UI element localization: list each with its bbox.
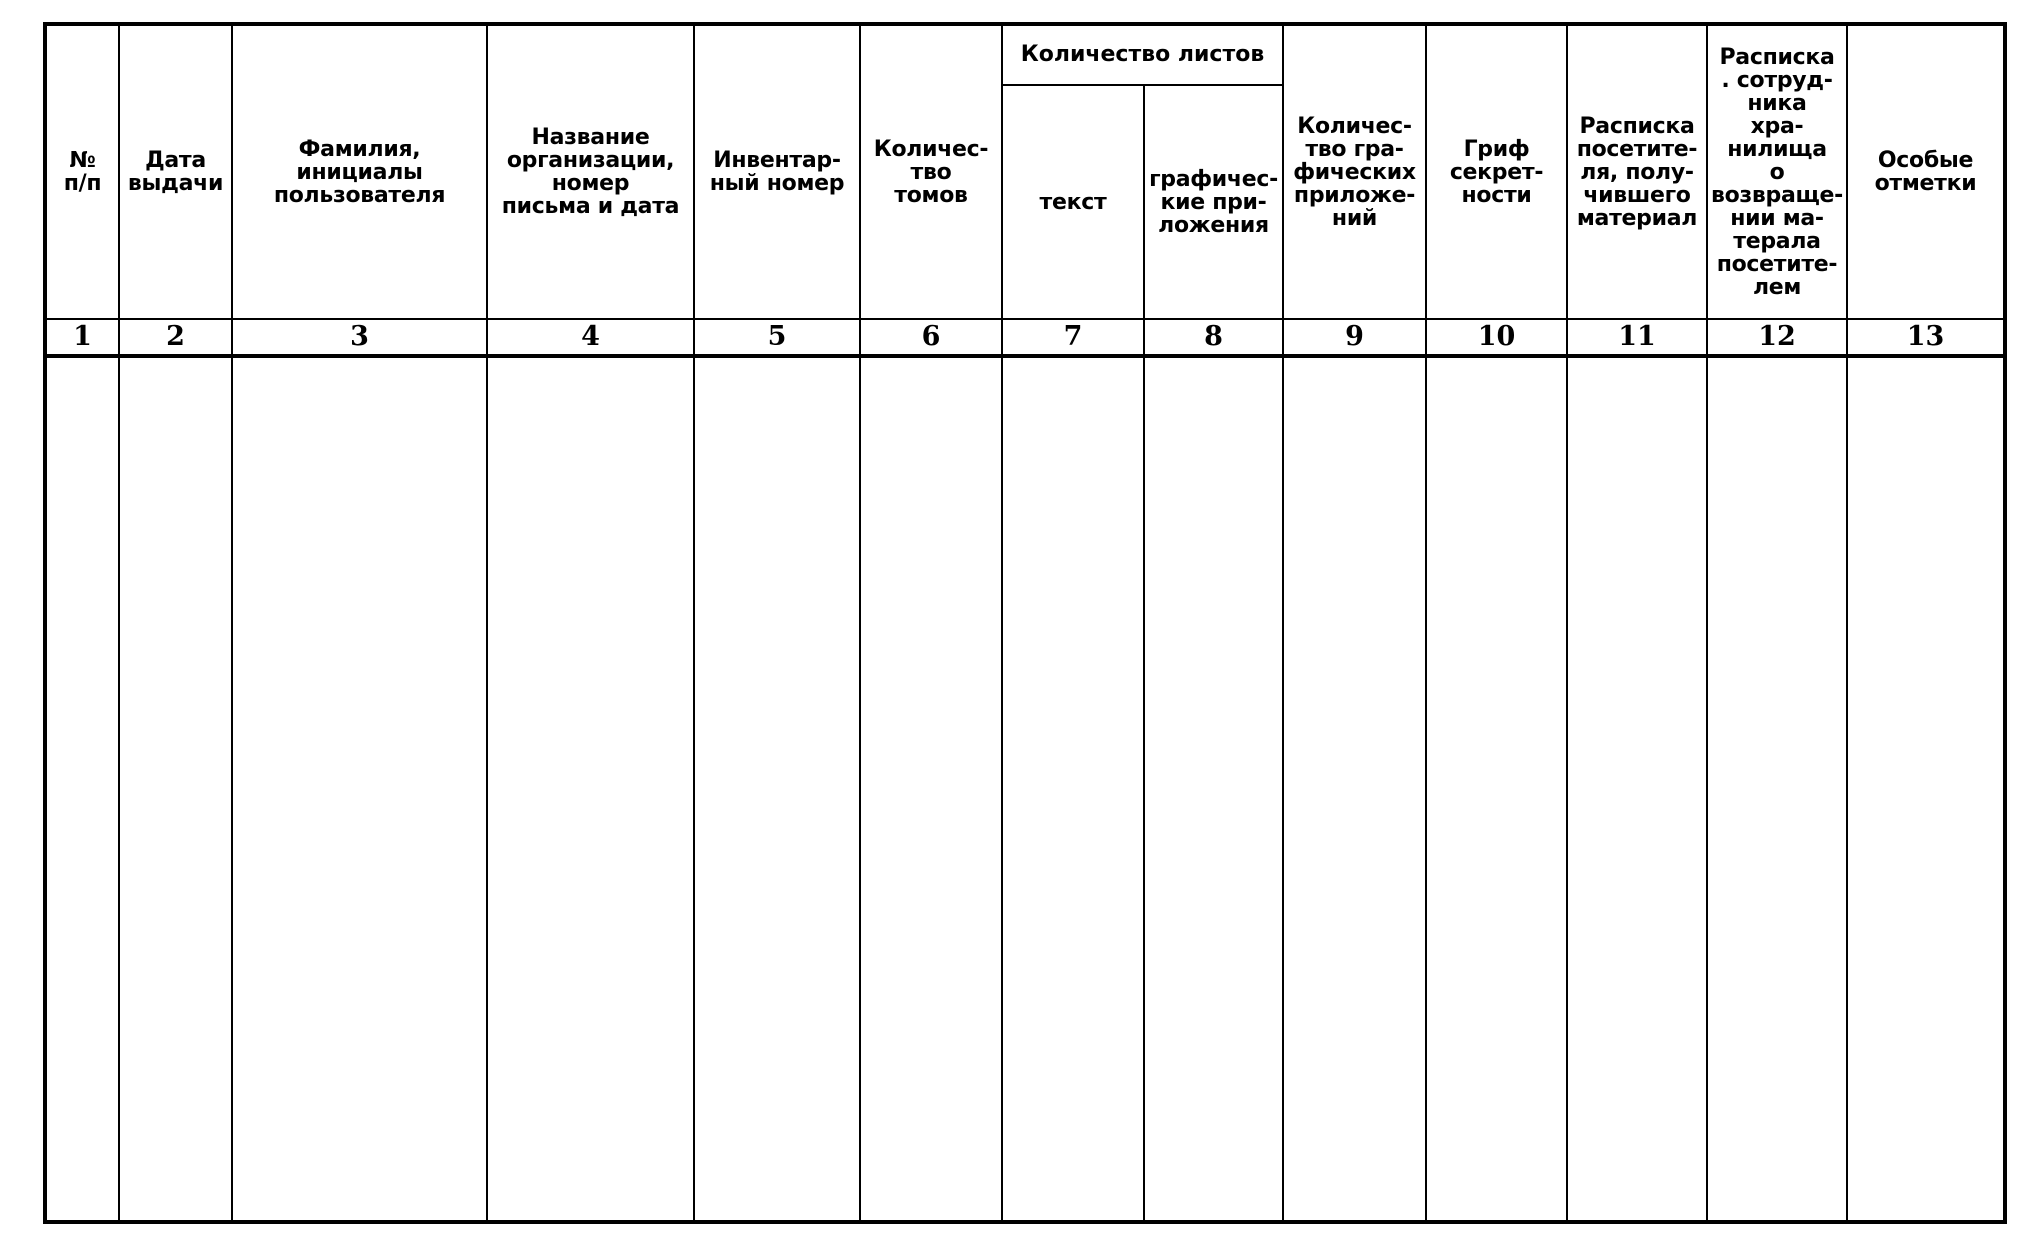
empty-cell [1002,356,1144,1222]
column-number: 11 [1567,319,1707,356]
empty-cell [232,356,487,1222]
column-number: 4 [487,319,694,356]
column-number: 9 [1283,319,1426,356]
empty-cell [1567,356,1707,1222]
empty-cell [1707,356,1847,1222]
empty-cell [487,356,694,1222]
header-cell-text [1002,85,1144,319]
header-cell-notes [1847,24,2005,319]
header-cell-date [119,24,232,319]
header-secrecy: Гриф секрет- ности [1449,136,1544,208]
header-cell-volumes [860,24,1002,319]
empty-cell [1144,356,1283,1222]
column-number: 13 [1847,319,2005,356]
header-org: Название организации, номер письма и дата [501,125,680,219]
column-number: 8 [1144,319,1283,356]
column-number: 3 [232,319,487,356]
header-cell-sheet-count-group [1002,24,1283,85]
empty-cell [45,356,119,1222]
column-number-row [45,319,2005,356]
header-visitor-receipt: Расписка посетите- ля, полу- чившего материал [1576,113,1698,231]
header-graphic-count: Количес- тво гра- фических приложе- ний [1293,113,1416,231]
header-staff-receipt: Расписка . сотруд- ника хра- нилища о возвраще- нии ма- терала посетите- лем [1710,44,1843,300]
header-name: Фамилия, инициалы пользователя [273,136,446,208]
empty-cell [860,356,1002,1222]
header-text: текст [1039,189,1107,215]
empty-cell [1847,356,2005,1222]
header-cell-staff-receipt [1707,24,1847,319]
column-number: 12 [1707,319,1847,356]
header-date: Дата выдачи [127,148,224,196]
header-volumes: Количес- тво томов [873,136,989,208]
column-number: 2 [119,319,232,356]
column-number: 7 [1002,319,1144,356]
header-cell-visitor-receipt [1567,24,1707,319]
header-notes: Особые отметки [1874,148,1977,196]
column-number: 1 [45,319,119,356]
header-cell-graphic [1144,85,1283,319]
header-row [45,24,2005,85]
empty-cell [1426,356,1567,1222]
empty-cell [1283,356,1426,1222]
register-table [43,22,2007,1224]
column-number: 10 [1426,319,1567,356]
header-num: № п/п [63,148,102,196]
header-graphic: графичес- кие при- ложения [1149,166,1278,238]
column-number: 6 [860,319,1002,356]
empty-cell [119,356,232,1222]
header-cell-inventory [694,24,860,319]
header-cell-num [45,24,119,319]
header-cell-graphic-count [1283,24,1426,319]
header-cell-name [232,24,487,319]
header-cell-secrecy [1426,24,1567,319]
empty-cell [694,356,860,1222]
column-number: 5 [694,319,860,356]
header-inventory: Инвентар- ный номер [709,148,845,196]
empty-entry-row [45,356,2005,1222]
header-sheet-count-group: Количество листов [1020,42,1265,67]
header-cell-org [487,24,694,319]
